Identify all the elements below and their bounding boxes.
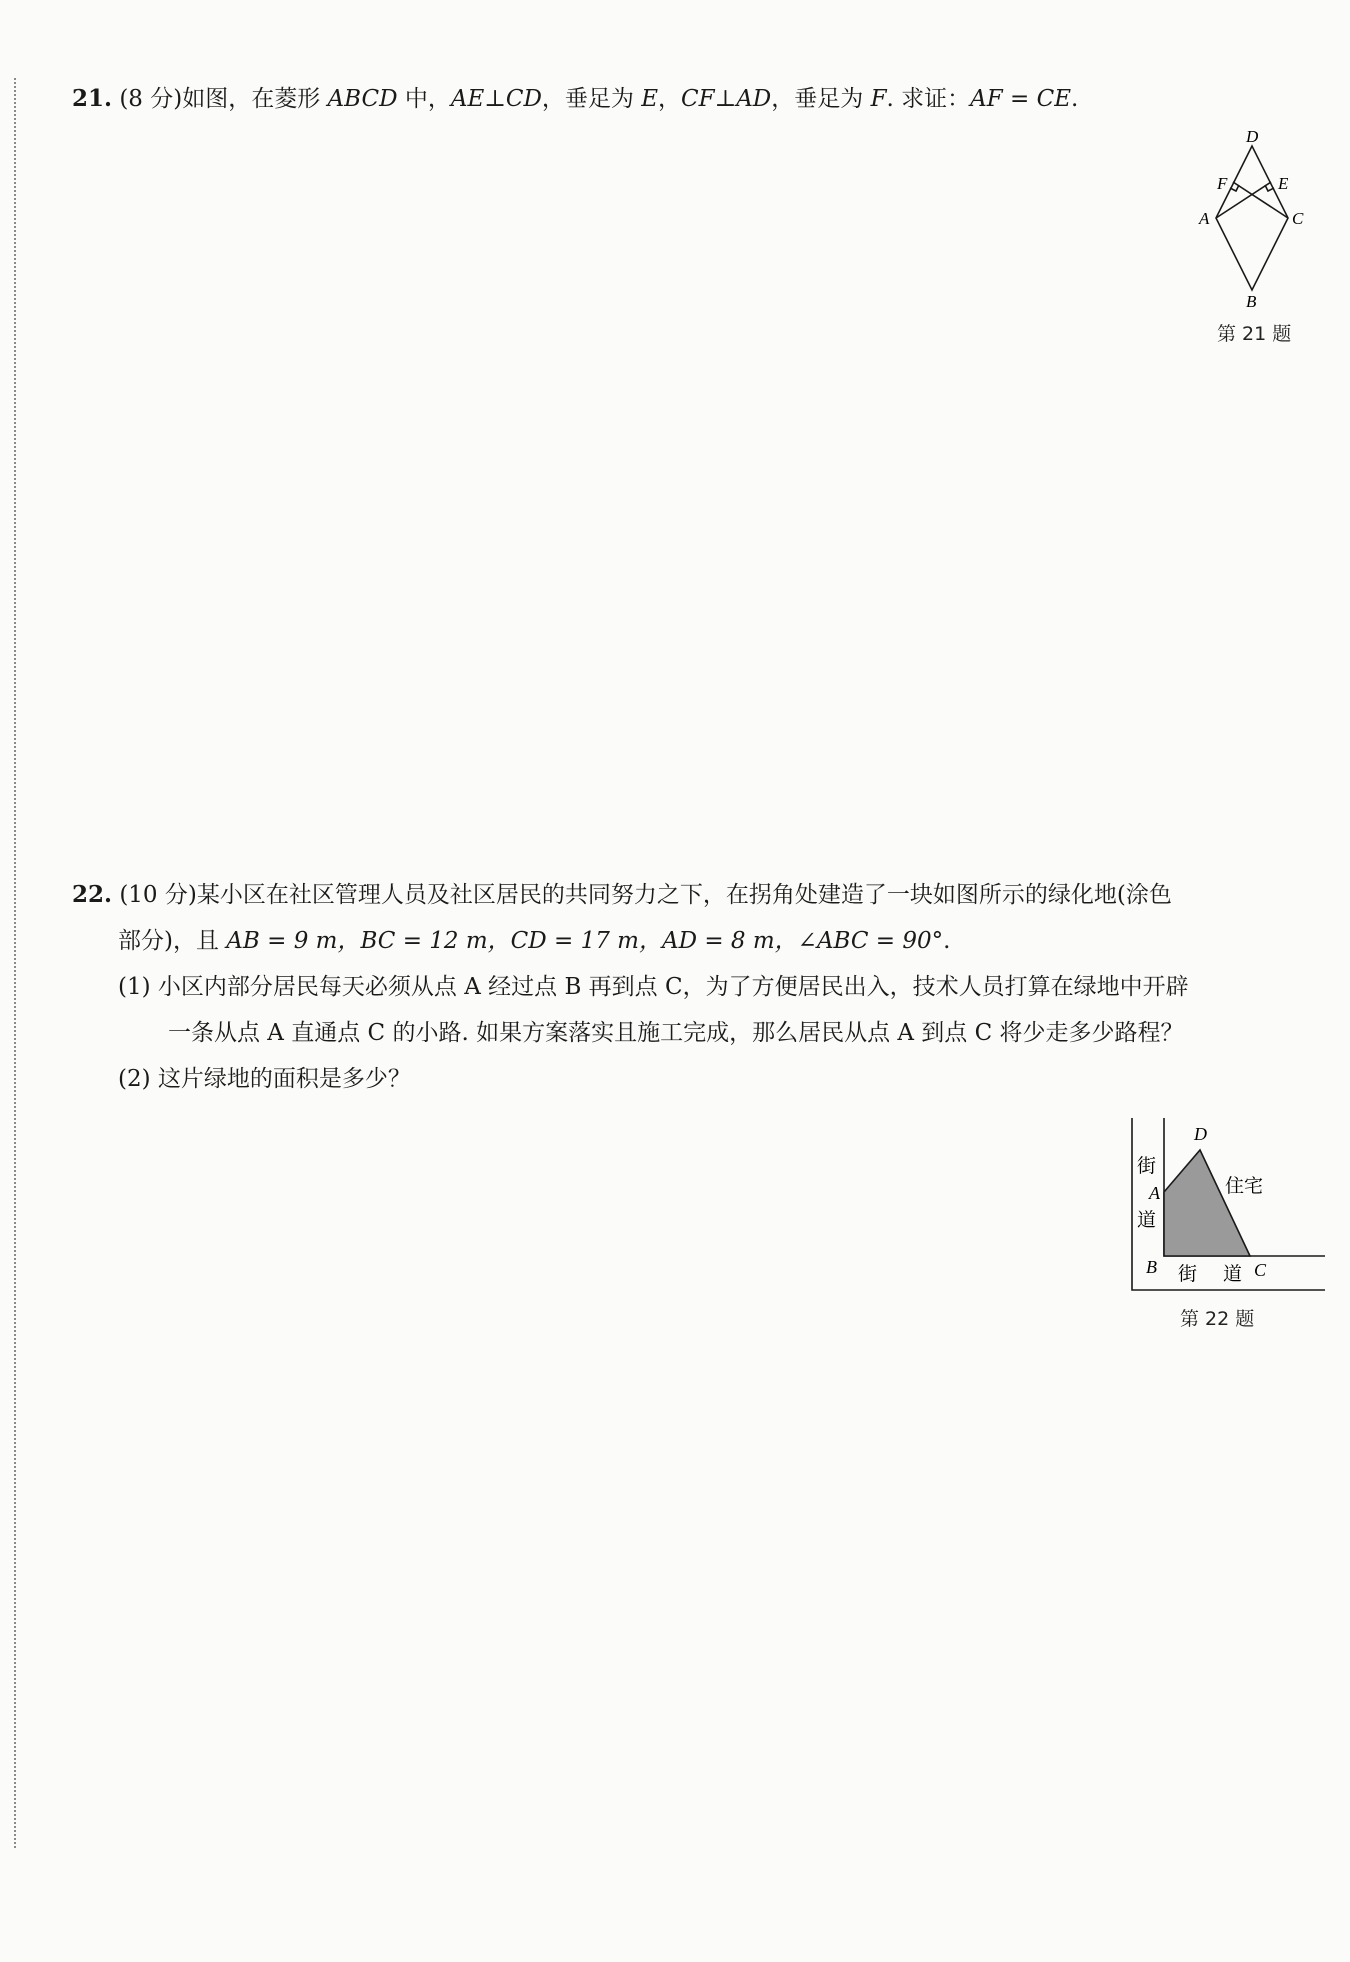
q21-text-f: . 求证： (886, 86, 971, 112)
label-c: C (1292, 209, 1304, 228)
question-22 (72, 872, 1322, 1102)
part-1-text-line-2: 一条从点 A 直通点 C 的小路. 如果方案落实且施工完成，那么居民从点 A 到点 C 将少走多少路程？ (168, 1020, 1184, 1046)
label-a: A (1149, 1183, 1160, 1203)
q22-green-area-figure (1120, 1110, 1330, 1295)
q21-foot-2: F (870, 86, 887, 112)
q21-text-b: 中， (397, 86, 451, 112)
question-number: 22. (72, 881, 113, 908)
q21-condition-1: AE⊥CD (450, 86, 542, 112)
q22-given-measurements: AB = 9 m，BC = 12 m，CD = 17 m，AD = 8 m，∠ABC = 90° (226, 928, 944, 954)
binding-margin-line (14, 78, 16, 1848)
q21-text-d: ， (658, 86, 682, 112)
q22-line-2 (72, 918, 1322, 964)
green-area-shaded (1164, 1150, 1250, 1256)
rhombus-outline (1216, 146, 1288, 290)
label-c: C (1254, 1260, 1267, 1280)
street-horizontal-char-1: 街 (1178, 1264, 1198, 1285)
q21-text-g: . (1071, 86, 1079, 112)
q21-text-e: ，垂足为 (771, 86, 871, 112)
q21-text-c: ，垂足为 (541, 86, 642, 112)
q22-text-line-2a: 部分)，且 (118, 928, 227, 954)
question-21 (72, 76, 1078, 122)
q21-goal: AF = CE (970, 86, 1072, 112)
street-horizontal-char-2: 道 (1223, 1264, 1243, 1285)
q22-figure-caption: 第 22 题 (1180, 1308, 1255, 1330)
label-b: B (1146, 1257, 1157, 1277)
part-2-text: 这片绿地的面积是多少？ (157, 1066, 411, 1092)
question-number: 21. (72, 85, 113, 112)
label-f: F (1217, 174, 1228, 193)
street-vertical-char-1: 街 (1137, 1156, 1157, 1177)
label-d: D (1246, 127, 1259, 146)
question-score: (10 分) (119, 882, 197, 908)
q21-figure-caption: 第 21 题 (1217, 323, 1292, 345)
q22-text-line-2b: . (943, 928, 951, 954)
label-e: E (1278, 174, 1289, 193)
residence-label: 住宅 (1225, 1176, 1264, 1197)
part-1-text-line-1: 小区内部分居民每天必须从点 A 经过点 B 再到点 C，为了方便居民出入，技术人员打算在绿地中开辟 (157, 974, 1189, 1000)
q22-part-2 (72, 1056, 1322, 1102)
label-a: A (1199, 209, 1210, 228)
part-1-label: (1) (118, 974, 151, 1000)
q21-rhombus-figure (1190, 126, 1320, 316)
part-2-label: (2) (118, 1066, 151, 1092)
street-vertical-char-2: 道 (1137, 1210, 1157, 1231)
question-score: (8 分) (119, 86, 183, 112)
q22-part-1 (72, 964, 1322, 1010)
q21-foot-1: E (641, 86, 659, 112)
q22-text-line-1: 某小区在社区管理人员及社区居民的共同努力之下，在拐角处建造了一块如图所示的绿化地(涂色 (196, 882, 1172, 908)
q21-rhombus: ABCD (327, 86, 398, 112)
label-d: D (1194, 1124, 1207, 1144)
q21-text-a: 如图，在菱形 (182, 86, 328, 112)
label-b: B (1246, 292, 1257, 311)
q21-condition-2: CF⊥AD (681, 86, 772, 112)
q22-part-1-continued (72, 1010, 1322, 1056)
q22-line-1 (72, 872, 1322, 918)
